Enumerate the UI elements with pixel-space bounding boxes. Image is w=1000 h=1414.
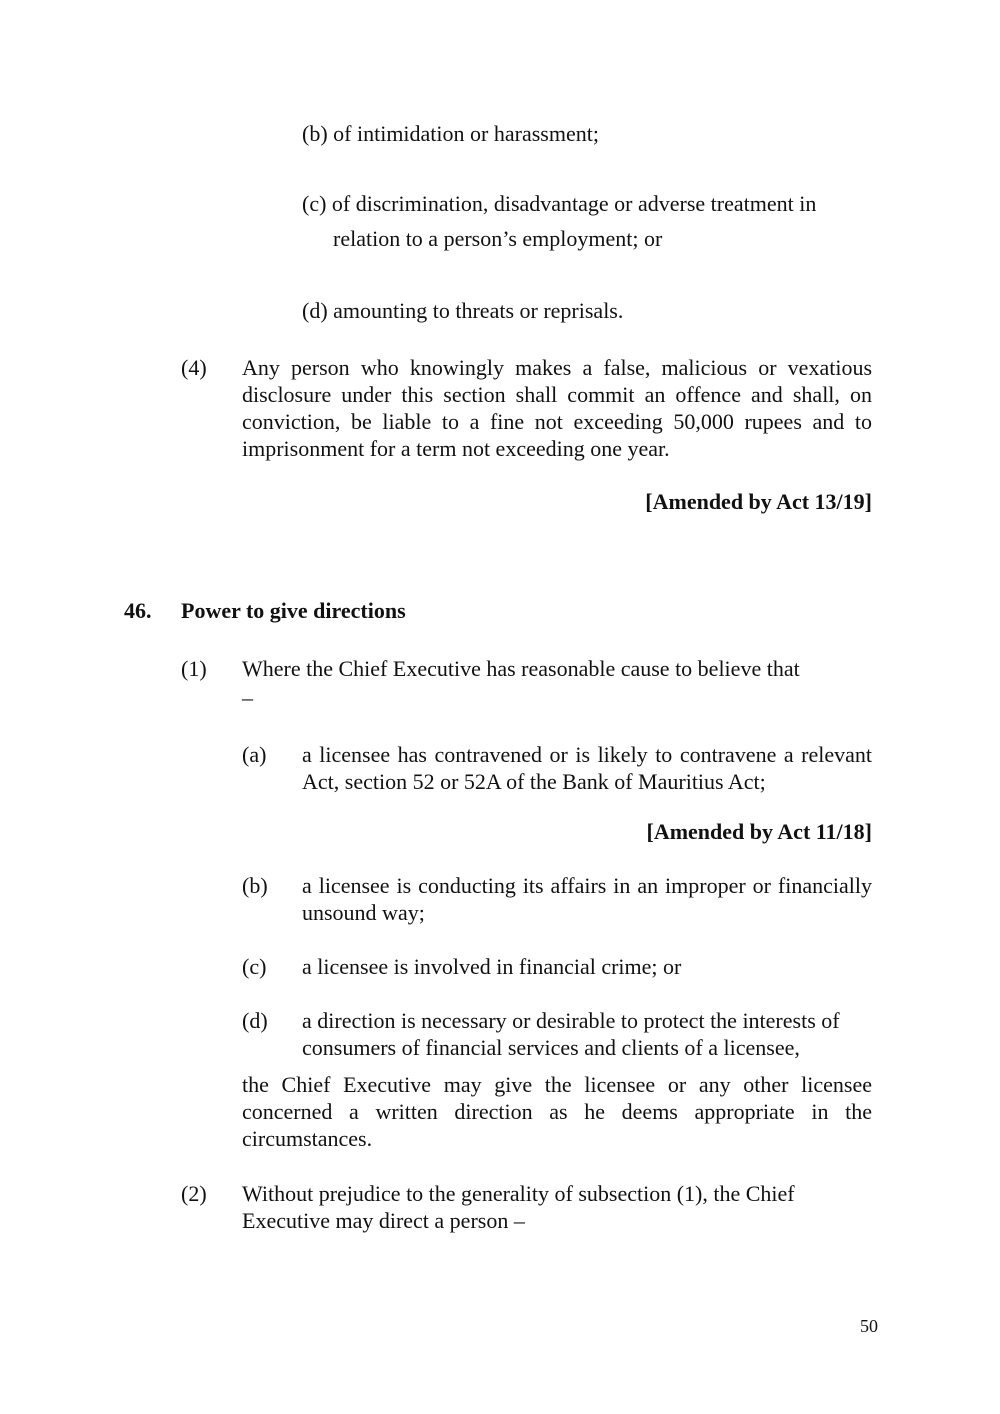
section-46-title: Power to give directions: [181, 598, 406, 623]
item-c-text: a licensee is involved in financial crime; or: [302, 954, 682, 979]
item-c-discrimination-line1: (c) of discrimination, disadvantage or adverse treatment in: [302, 191, 817, 216]
subsection-1-dash: –: [242, 685, 253, 710]
item-b-text: a licensee is conducting its affairs in an improper or financially unsound way;: [302, 873, 872, 925]
subsection-2-text: Without prejudice to the generality of subsection (1), the Chief Executive may direct a person –: [242, 1181, 795, 1233]
section-46-number: 46.: [124, 598, 152, 623]
subsection-1-number: (1): [181, 656, 207, 681]
item-a-text: a licensee has contravened or is likely to contravene a relevant Act, section 52 or 52A of the Bank of Mauritius Act;: [302, 742, 872, 794]
subsection-1-intro: Where the Chief Executive has reasonable cause to believe that: [242, 656, 800, 681]
amendment-note-11-18: [Amended by Act 11/18]: [646, 819, 872, 844]
item-c-label: (c): [242, 954, 267, 979]
page-number: 50: [860, 1316, 878, 1336]
subsection-2-number: (2): [181, 1181, 207, 1206]
item-d-label: (d): [242, 1008, 268, 1033]
item-b-label: (b): [242, 873, 268, 898]
item-d-text: a direction is necessary or desirable to protect the interests of consumers of financial services and clients of a licensee,: [302, 1008, 840, 1060]
subsection-4-text: Any person who knowingly makes a false, malicious or vexatious disclosure under this section shall commit an offence and shall, on conviction, be liable to a fine not exceeding 50,000 rupees and to imprisonment for a term not exceeding one year.: [242, 355, 872, 461]
item-a-label: (a): [242, 742, 267, 767]
subsection-4-number: (4): [181, 355, 207, 380]
subsection-1-closing: the Chief Executive may give the licensee or any other licensee concerned a written direction as he deems appropriate in the circumstances.: [242, 1072, 872, 1151]
item-d-threats: (d) amounting to threats or reprisals.: [302, 298, 624, 323]
amendment-note-13-19: [Amended by Act 13/19]: [645, 489, 872, 514]
item-c-discrimination-line2: relation to a person’s employment; or: [333, 226, 663, 251]
item-b-intimidation: (b) of intimidation or harassment;: [302, 121, 599, 146]
